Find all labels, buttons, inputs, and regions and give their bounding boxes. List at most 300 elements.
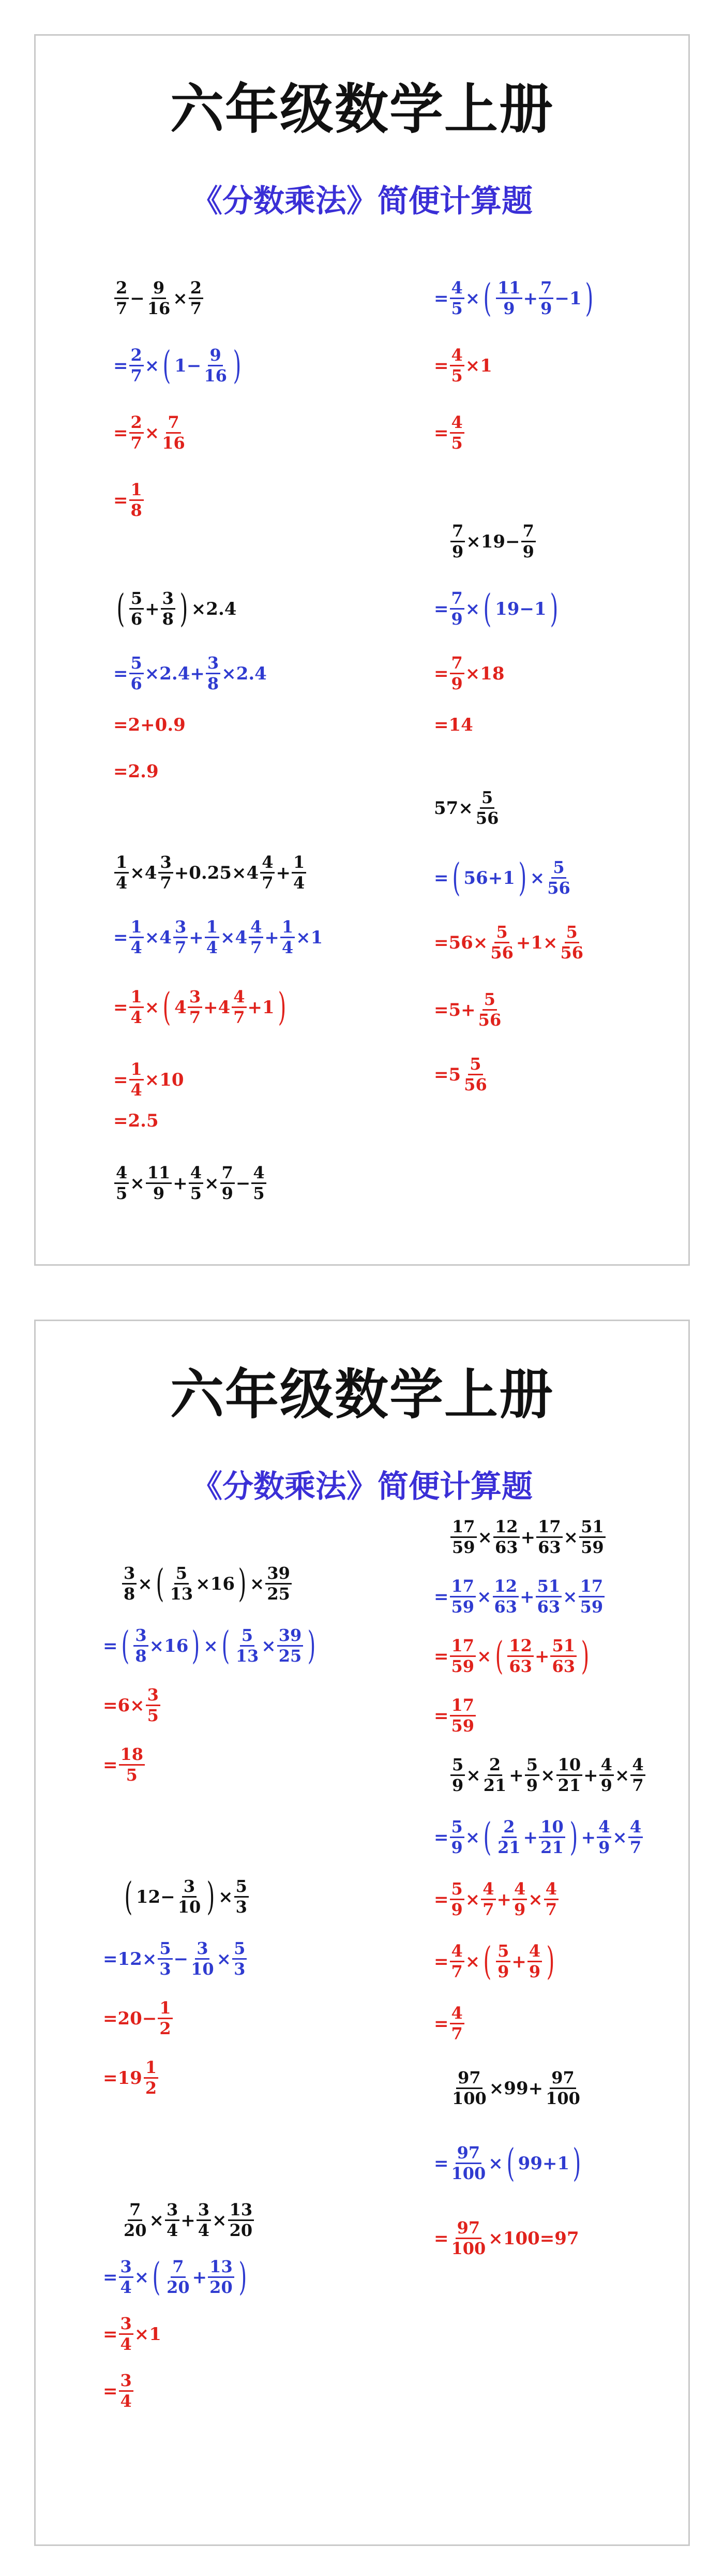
problem-1-step-3	[113, 413, 188, 452]
expression-token: ×	[144, 1069, 160, 1090]
parenthesis: )	[307, 1623, 316, 1668]
expression-token: =	[113, 355, 128, 376]
fraction: $\frac{5}{56}$	[560, 922, 584, 963]
expression-token: ×	[191, 598, 206, 619]
mixed-number: 4 $\frac{3}{7}$	[159, 918, 189, 957]
parenthesis: )	[569, 1815, 578, 1860]
problem-5-step-2	[434, 855, 573, 900]
expression-token: +	[496, 1889, 512, 1910]
expression-token: ×	[612, 1827, 627, 1848]
problem-2-step-3	[434, 1634, 593, 1679]
problem-4-step-2	[103, 1940, 248, 1978]
fraction: $\frac{39}{25}$	[265, 1564, 292, 1603]
expression-token: =	[103, 1948, 118, 1970]
expression-token: ×	[249, 1573, 265, 1594]
problem-3-step-2	[434, 586, 562, 631]
expression-token: 20	[117, 2008, 142, 2029]
expression-token: ×	[195, 1573, 210, 1594]
expression-token: ×	[142, 1948, 157, 1970]
expression-token: =	[434, 663, 449, 684]
expression-token: 16	[210, 1573, 235, 1594]
problem-1-step-2	[113, 343, 245, 388]
parenthesis: )	[585, 276, 593, 321]
expression-token: −	[186, 355, 202, 376]
parenthesis: )	[238, 1561, 247, 1606]
expression-token: =	[434, 1951, 449, 1972]
expression-token: =	[434, 2228, 449, 2249]
fraction: $\frac{3}{7}$	[158, 853, 173, 892]
fraction: $\frac{5}{3}$	[158, 1940, 172, 1978]
fraction: $\frac{2}{7}$	[114, 279, 129, 318]
problem-3-step-4	[434, 716, 473, 734]
expression-token: 18	[480, 663, 505, 684]
fraction: $\frac{5}{13}$	[235, 1625, 259, 1666]
expression-token: −	[554, 288, 569, 309]
fraction: $\frac{4}{7}$	[249, 918, 263, 957]
expression-token: ×	[465, 355, 480, 376]
fraction: $\frac{5}{56}$	[478, 989, 502, 1030]
expression-token: −	[130, 288, 145, 309]
problem-1-step-4	[113, 481, 145, 520]
expression-token: +	[203, 997, 218, 1018]
fraction: $\frac{5}{9}$	[450, 1880, 464, 1919]
parenthesis: (	[451, 855, 460, 900]
fraction: $\frac{7}{9}$	[450, 522, 465, 561]
fraction: $\frac{3}{4}$	[119, 2258, 133, 2297]
fraction: $\frac{1}{2}$	[144, 2059, 158, 2097]
problem-3-step-5	[434, 2004, 465, 2043]
fraction: $\frac{2}{7}$	[129, 413, 144, 452]
expression-token: +	[511, 1951, 526, 1972]
parenthesis: (	[152, 2255, 161, 2300]
fraction: $\frac{7}{9}$	[539, 279, 553, 318]
expression-token: ×	[563, 1527, 579, 1548]
expression-token: 1	[480, 355, 492, 376]
fraction: $\frac{4}{7}$	[450, 2004, 464, 2043]
expression-token: 56	[448, 932, 473, 953]
problem-6-step-1	[121, 2201, 255, 2240]
fraction: $\frac{1}{8}$	[129, 481, 144, 520]
parenthesis: )	[550, 586, 559, 631]
expression-token: =	[434, 1889, 449, 1910]
fraction: $\frac{17}{59}$	[450, 1696, 476, 1735]
expression-token: 2.4	[159, 663, 190, 684]
problem-6-step-3	[103, 2315, 161, 2353]
fraction: $\frac{51}{63}$	[536, 1577, 562, 1616]
fraction: $\frac{7}{9}$	[450, 654, 464, 693]
parenthesis: (	[116, 586, 125, 631]
problem-6-step-4	[103, 2372, 134, 2410]
expression-token: ×	[130, 1173, 145, 1194]
expression-token: +	[516, 932, 531, 953]
fraction: $\frac{7}{9}$	[521, 522, 536, 561]
fraction: $\frac{3}{4}$	[119, 2315, 133, 2353]
expression-token: 14	[448, 715, 473, 735]
expression-token: ×	[144, 997, 160, 1018]
expression-token: 100	[503, 2228, 540, 2249]
problem-4-step-4	[103, 2059, 159, 2097]
expression-token: =	[103, 1695, 118, 1716]
parenthesis: (	[156, 1561, 164, 1606]
fraction: $\frac{4}{7}$	[260, 853, 275, 892]
expression-token: =	[113, 663, 128, 684]
expression-token: 10	[159, 1069, 184, 1090]
fraction: $\frac{1}{4}$	[129, 988, 144, 1027]
mixed-number: 19 $\frac{1}{2}$	[118, 2059, 160, 2097]
expression-token: =	[103, 2380, 118, 2402]
expression-token: +	[520, 1586, 535, 1607]
expression-token: ×	[540, 1765, 555, 1786]
fraction: $\frac{13}{20}$	[228, 2201, 254, 2240]
expression-token: =	[434, 1064, 449, 1085]
problem-5-step-1	[449, 2069, 583, 2108]
expression-token: =	[113, 1069, 128, 1090]
parenthesis: (	[506, 2141, 515, 2186]
fraction: $\frac{3}{5}$	[146, 1686, 160, 1725]
fraction: $\frac{1}{4}$	[129, 918, 144, 957]
fraction: $\frac{51}{59}$	[579, 1518, 606, 1557]
fraction: $\frac{4}{7}$	[544, 1880, 559, 1919]
page-subtitle: 《分数乘法》简便计算题	[191, 183, 533, 219]
expression-token: ×	[466, 531, 481, 552]
expression-token: −	[160, 1886, 175, 1907]
page-title: 六年级数学上册	[170, 1363, 554, 1426]
expression-token: ×	[488, 2153, 503, 2174]
expression-token: 1	[262, 997, 275, 1018]
expression-token: ×	[473, 932, 488, 953]
expression-token: −	[173, 1948, 189, 1970]
fraction: $\frac{5}{56}$	[547, 857, 570, 898]
mixed-number: 5 $\frac{5}{56}$	[449, 1055, 490, 1094]
fraction: $\frac{4}{5}$	[189, 1164, 203, 1203]
parenthesis: )	[572, 2141, 581, 2186]
fraction: $\frac{3}{8}$	[206, 654, 220, 693]
expression-token: =	[434, 1705, 449, 1726]
expression-token: =	[113, 997, 128, 1018]
problem-6-step-2	[103, 2255, 250, 2300]
problem-4-step-1	[121, 1874, 250, 1919]
problem-7-step-1	[113, 1164, 267, 1203]
expression-token: =	[434, 999, 449, 1020]
expression-token: 0.9	[155, 715, 186, 735]
parenthesis: (	[124, 1874, 133, 1919]
parenthesis: )	[581, 1634, 590, 1679]
fraction: $\frac{17}{59}$	[450, 1518, 477, 1557]
expression-token: 57	[434, 797, 459, 819]
fraction: $\frac{7}{20}$	[124, 2200, 147, 2241]
fraction: $\frac{10}{21}$	[539, 1818, 565, 1857]
fraction: $\frac{5}{9}$	[525, 1756, 539, 1795]
parenthesis: (	[120, 1623, 129, 1668]
expression-token: =	[434, 867, 449, 889]
fraction: $\frac{1}{4}$	[129, 1060, 144, 1099]
worksheet-2	[34, 1320, 690, 2546]
expression-token: ×	[465, 1951, 480, 1972]
expression-token: =	[103, 2323, 118, 2345]
fraction: $\frac{4}{7}$	[481, 1880, 495, 1919]
expression-token: 1	[557, 2153, 570, 2174]
problem-1-step-3	[103, 1686, 161, 1725]
expression-token: =	[434, 422, 449, 443]
expression-token: +	[509, 1765, 524, 1786]
expression-token: 6	[117, 1695, 130, 1716]
expression-token: ×	[458, 797, 473, 819]
parenthesis: (	[162, 985, 171, 1030]
expression-token: +	[542, 2153, 557, 2174]
fraction: $\frac{3}{8}$	[122, 1564, 137, 1603]
problem-4-step-1	[113, 586, 237, 631]
problem-6-step-3	[113, 985, 290, 1030]
expression-token: +	[247, 997, 263, 1018]
problem-4-step-3	[103, 1999, 174, 2038]
parenthesis: )	[518, 855, 527, 900]
expression-token: ×	[173, 288, 188, 309]
expression-token: +	[534, 1646, 550, 1667]
expression-token: 1	[531, 932, 544, 953]
expression-token: ×	[563, 1586, 578, 1607]
fraction: $\frac{5}{9}$	[450, 1818, 464, 1857]
expression-token: ×	[130, 862, 145, 883]
expression-token: +	[192, 2267, 207, 2288]
expression-token: ×	[220, 927, 235, 948]
expression-token: +	[581, 1827, 596, 1848]
expression-token: +	[461, 999, 476, 1020]
expression-token: 99	[518, 2153, 542, 2174]
parenthesis: )	[546, 1939, 555, 1984]
problem-6-step-2	[113, 918, 323, 957]
problem-2-step-2	[434, 346, 492, 385]
expression-token: 12	[117, 1948, 142, 1970]
parenthesis: (	[483, 1939, 492, 1984]
fraction: $\frac{97}{100}$	[451, 2143, 486, 2184]
problem-5-step-1	[434, 789, 501, 827]
expression-token: +	[190, 663, 205, 684]
fraction: $\frac{10}{21}$	[556, 1756, 583, 1795]
problem-3-step-3	[434, 654, 505, 693]
expression-token: ×	[543, 932, 558, 953]
expression-token: =	[103, 2067, 118, 2089]
mixed-number: 4 $\frac{4}{7}$	[235, 918, 264, 957]
expression-token: =	[434, 715, 449, 735]
page-subtitle: 《分数乘法》简便计算题	[191, 1469, 533, 1505]
fraction: $\frac{2}{21}$	[483, 1755, 507, 1796]
expression-token: =	[103, 2008, 118, 2029]
parenthesis: )	[179, 586, 188, 631]
expression-token: −	[235, 1173, 251, 1194]
expression-token: =	[434, 1646, 449, 1667]
fraction: $\frac{4}{5}$	[114, 1164, 129, 1203]
fraction: $\frac{5}{6}$	[129, 589, 144, 628]
expression-token: +	[174, 862, 189, 883]
parenthesis: )	[278, 985, 286, 1030]
fraction: $\frac{9}{16}$	[147, 278, 171, 319]
problem-5-step-2	[434, 2141, 584, 2186]
fraction: $\frac{51}{63}$	[550, 1637, 577, 1676]
fraction: $\frac{5}{9}$	[450, 1756, 465, 1795]
fraction: $\frac{4}{5}$	[450, 413, 464, 452]
fraction: $\frac{5}{9}$	[496, 1942, 510, 1981]
expression-token: 1	[310, 927, 323, 948]
expression-token: =	[434, 288, 449, 309]
expression-token: +	[189, 927, 204, 948]
expression-token: 16	[164, 1635, 189, 1656]
problem-3-step-1	[449, 1756, 646, 1795]
expression-token: =	[434, 598, 449, 619]
expression-token: ×	[489, 2078, 504, 2099]
expression-token: ×	[465, 663, 480, 684]
expression-token: −	[519, 598, 534, 619]
expression-token: ×	[216, 1948, 232, 1970]
worksheet-1	[34, 34, 690, 1266]
expression-token: ×	[232, 862, 247, 883]
fraction: $\frac{5}{56}$	[464, 1054, 487, 1095]
fraction: $\frac{3}{8}$	[133, 1626, 148, 1665]
fraction: $\frac{1}{4}$	[292, 853, 306, 892]
expression-token: 0.25	[189, 862, 232, 883]
expression-token: ×	[149, 1635, 164, 1656]
fraction: $\frac{3}{7}$	[188, 988, 202, 1027]
expression-token: ×	[477, 1586, 492, 1607]
expression-token: 2.4	[206, 598, 237, 619]
expression-token: +	[264, 927, 279, 948]
expression-token: ×	[466, 1765, 481, 1786]
fraction: $\frac{1}{2}$	[158, 1999, 172, 2038]
fraction: $\frac{97}{100}$	[451, 2218, 486, 2259]
fraction: $\frac{2}{7}$	[129, 346, 144, 385]
expression-token: 1	[503, 867, 515, 889]
expression-token: +	[528, 2078, 544, 2099]
expression-token: ×	[477, 1527, 493, 1548]
fraction: $\frac{4}{9}$	[512, 1880, 527, 1919]
expression-token: ×	[144, 927, 160, 948]
expression-token: 2.9	[128, 761, 159, 782]
problem-2-step-3	[434, 413, 465, 452]
fraction: $\frac{17}{59}$	[579, 1577, 605, 1616]
fraction: $\frac{4}{9}$	[527, 1942, 542, 1981]
fraction: $\frac{3}{4}$	[119, 2372, 133, 2410]
fraction: $\frac{2}{7}$	[189, 279, 203, 318]
problem-2-step-1	[434, 276, 596, 321]
fraction: $\frac{4}{5}$	[251, 1164, 266, 1203]
problem-5-step-3	[434, 923, 586, 962]
expression-token: 1	[534, 598, 547, 619]
expression-token: =	[434, 2013, 449, 2034]
parenthesis: (	[162, 343, 171, 388]
fraction: $\frac{39}{25}$	[277, 1626, 304, 1665]
fraction: $\frac{4}{7}$	[450, 1942, 464, 1981]
fraction: $\frac{17}{59}$	[450, 1577, 476, 1616]
expression-token: 1	[174, 355, 187, 376]
expression-token: ×	[138, 1573, 153, 1594]
expression-token: ×	[614, 1765, 630, 1786]
expression-token: ×	[149, 2210, 164, 2231]
expression-token: =	[103, 1754, 118, 1775]
fraction: $\frac{5}{3}$	[234, 1877, 249, 1916]
parenthesis: (	[483, 276, 492, 321]
expression-token: =	[113, 1111, 128, 1131]
expression-token: ×	[144, 422, 160, 443]
fraction: $\frac{5}{13}$	[170, 1563, 193, 1604]
expression-token: −	[505, 531, 520, 552]
problem-2-step-1	[449, 1518, 607, 1557]
expression-token: =	[103, 2267, 118, 2288]
parenthesis: )	[238, 2255, 247, 2300]
problem-5-step-4	[434, 990, 504, 1029]
expression-token: 97	[554, 2228, 579, 2249]
fraction: $\frac{3}{8}$	[161, 589, 175, 628]
expression-token: 4	[174, 997, 187, 1018]
expression-token: −	[142, 2008, 157, 2029]
parenthesis: (	[483, 586, 492, 631]
expression-token: ×	[130, 1695, 145, 1716]
fraction: $\frac{9}{16}$	[204, 345, 227, 386]
expression-token: 1	[149, 2323, 161, 2345]
expression-token: =	[434, 1586, 449, 1607]
expression-token: ×	[296, 927, 311, 948]
expression-token: =	[113, 761, 128, 782]
expression-token: ×	[465, 288, 480, 309]
page-title: 六年级数学上册	[170, 78, 554, 141]
problem-1-step-1	[121, 1561, 293, 1606]
expression-token: 12	[135, 1886, 161, 1907]
fraction: $\frac{4}{5}$	[450, 346, 464, 385]
parenthesis: )	[206, 1874, 215, 1919]
problem-1-step-2	[103, 1623, 319, 1668]
mixed-number: 4 $\frac{4}{7}$	[247, 853, 276, 892]
problem-6-step-1	[113, 853, 307, 892]
fraction: $\frac{4}{7}$	[630, 1756, 645, 1795]
fraction: $\frac{17}{59}$	[450, 1637, 476, 1676]
problem-5-step-3	[434, 2219, 579, 2258]
expression-token: ×	[465, 1889, 480, 1910]
expression-token: 19	[480, 531, 506, 552]
expression-token: ×	[144, 355, 160, 376]
fraction: $\frac{12}{63}$	[493, 1577, 519, 1616]
expression-token: +	[488, 867, 503, 889]
problem-5-step-5	[434, 1055, 490, 1094]
fraction: $\frac{7}{16}$	[162, 412, 185, 453]
expression-token: ×	[134, 2267, 149, 2288]
expression-token: +	[523, 288, 538, 309]
expression-token: 1	[569, 288, 582, 309]
fraction: $\frac{1}{4}$	[114, 853, 129, 892]
fraction: $\frac{4}{5}$	[450, 279, 464, 318]
expression-token: ×	[203, 1635, 218, 1656]
expression-token: ×	[465, 598, 480, 619]
expression-token: =	[434, 932, 449, 953]
fraction: $\frac{7}{9}$	[450, 589, 464, 628]
expression-token: +	[140, 715, 155, 735]
fraction: $\frac{4}{9}$	[597, 1818, 611, 1857]
fraction: $\frac{5}{6}$	[129, 654, 144, 693]
expression-token: ×	[144, 663, 160, 684]
fraction: $\frac{3}{10}$	[177, 1876, 201, 1917]
expression-token: +	[180, 2210, 195, 2231]
mixed-number: 4 $\frac{4}{7}$	[218, 988, 248, 1027]
problem-6-step-5	[113, 1112, 159, 1130]
expression-token: +	[145, 598, 160, 619]
problem-4-step-4	[113, 763, 159, 780]
parenthesis: (	[221, 1623, 230, 1668]
fraction: $\frac{17}{63}$	[536, 1518, 563, 1557]
expression-token: ×	[212, 2210, 227, 2231]
expression-token: =	[434, 355, 449, 376]
fraction: $\frac{7}{9}$	[220, 1164, 235, 1203]
expression-token: 5	[448, 999, 461, 1020]
problem-4-step-3	[113, 716, 186, 734]
fraction: $\frac{7}{20}$	[167, 2257, 190, 2298]
parenthesis: (	[483, 1815, 492, 1860]
